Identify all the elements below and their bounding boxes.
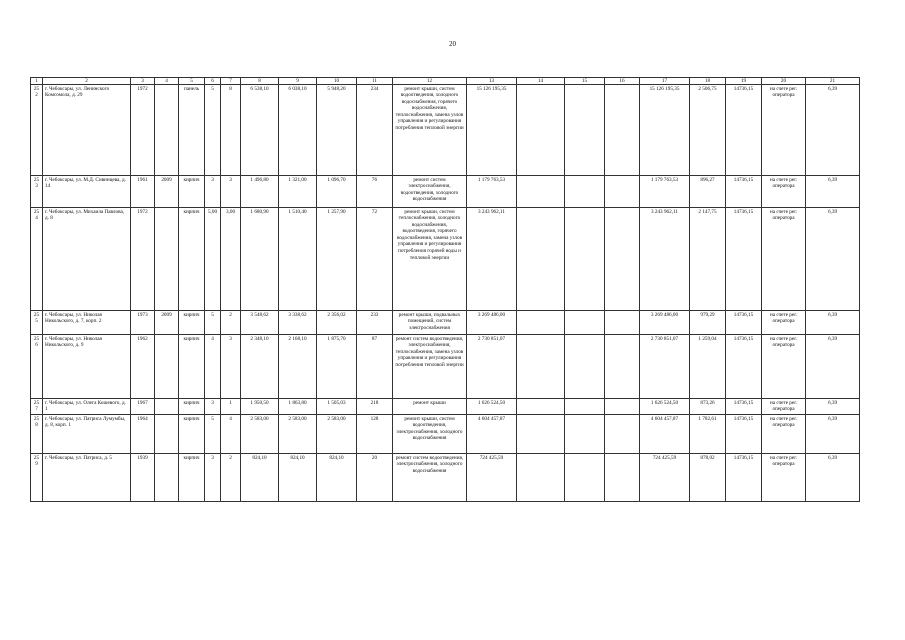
col14-cell xyxy=(517,454,565,502)
limit-cost-cell: 14736,15 xyxy=(726,208,762,311)
row-number-cell: 257 xyxy=(31,399,43,415)
living-area-cell: 3 338,62 xyxy=(279,311,317,335)
term-cell: 6,39 xyxy=(806,85,860,176)
wall-material-cell: кирпич xyxy=(179,176,205,208)
address-cell: г. Чебоксары, ул. Патриса, д. 5 xyxy=(43,454,131,502)
unit-cost-cell: 979,29 xyxy=(690,311,726,335)
floors-cell: 5 xyxy=(205,311,221,335)
wall-material-cell: кирпич xyxy=(179,415,205,454)
total-area-cell: 1 496,80 xyxy=(241,176,279,208)
year-built-cell: 1939 xyxy=(131,454,155,502)
residents-cell: 20 xyxy=(357,454,393,502)
total-area-cell: 6 538,10 xyxy=(241,85,279,176)
floors-cell: 3 xyxy=(205,176,221,208)
table-row xyxy=(31,311,860,335)
year-renovated-cell xyxy=(155,335,179,399)
limit-cost-cell: 14736,15 xyxy=(726,399,762,415)
col16-cell xyxy=(605,311,640,335)
total-cost-cell: 3 243 962,11 xyxy=(467,208,517,311)
funding-method-cell: на счете рег. оператора xyxy=(762,454,806,502)
year-built-cell: 1972 xyxy=(131,208,155,311)
total-area-cell: 2 583,00 xyxy=(241,415,279,454)
total-cost-cell: 3 269 486,00 xyxy=(467,311,517,335)
year-renovated-cell: 2009 xyxy=(155,311,179,335)
column-number-cell: 10 xyxy=(317,78,357,85)
entrances-cell: 3 xyxy=(221,335,241,399)
limit-cost-cell: 14736,15 xyxy=(726,176,762,208)
residential-area-cell: 2 583,00 xyxy=(317,415,357,454)
row-number-cell: 259 xyxy=(31,454,43,502)
row-number-cell: 253 xyxy=(31,176,43,208)
term-cell: 6,39 xyxy=(806,454,860,502)
limit-cost-cell: 14736,15 xyxy=(726,415,762,454)
funding-method-cell: на счете рег. оператора xyxy=(762,415,806,454)
residential-area-cell: 2 356,02 xyxy=(317,311,357,335)
column-number-cell: 20 xyxy=(762,78,806,85)
entrances-cell: 2 xyxy=(221,454,241,502)
year-built-cell: 1967 xyxy=(131,399,155,415)
column-number-cell: 8 xyxy=(241,78,279,85)
page-number: 20 xyxy=(449,40,456,48)
column-number-cell: 3 xyxy=(131,78,155,85)
other-cost-cell: 1 179 763,53 xyxy=(640,176,690,208)
term-cell: 6,39 xyxy=(806,335,860,399)
column-number-cell: 16 xyxy=(605,78,640,85)
works-cell: ремонт крыши xyxy=(393,399,467,415)
other-cost-cell: 15 126 195,35 xyxy=(640,85,690,176)
column-number-cell: 2 xyxy=(43,78,131,85)
table-row xyxy=(31,85,860,176)
other-cost-cell: 2 730 851,07 xyxy=(640,335,690,399)
funding-method-cell: на счете рег. оператора xyxy=(762,399,806,415)
col14-cell xyxy=(517,311,565,335)
unit-cost-cell: 873,26 xyxy=(690,399,726,415)
living-area-cell: 1 321,00 xyxy=(279,176,317,208)
address-cell: г. Чебоксары, ул. Патриса Лумумбы, д. 8, корп. 1 xyxy=(43,415,131,454)
living-area-cell: 1 510,40 xyxy=(279,208,317,311)
entrances-cell: 8 xyxy=(221,85,241,176)
funding-method-cell: на счете рег. оператора xyxy=(762,208,806,311)
table-row xyxy=(31,399,860,415)
residents-cell: 87 xyxy=(357,335,393,399)
col16-cell xyxy=(605,454,640,502)
residents-cell: 72 xyxy=(357,208,393,311)
total-area-cell: 2 348,10 xyxy=(241,335,279,399)
column-number-cell: 21 xyxy=(806,78,860,85)
living-area-cell: 2 168,10 xyxy=(279,335,317,399)
limit-cost-cell: 14736,15 xyxy=(726,85,762,176)
living-area-cell: 1 863,80 xyxy=(279,399,317,415)
floors-cell: 4 xyxy=(205,335,221,399)
column-number-cell: 15 xyxy=(565,78,605,85)
term-cell: 6,39 xyxy=(806,208,860,311)
col16-cell xyxy=(605,335,640,399)
address-cell: г. Чебоксары, ул. Олега Кошевого, д. 1 xyxy=(43,399,131,415)
table-row xyxy=(31,335,860,399)
unit-cost-cell: 2 506,75 xyxy=(690,85,726,176)
term-cell: 6,39 xyxy=(806,311,860,335)
floors-cell: 5 xyxy=(205,85,221,176)
residential-area-cell: 1 096,70 xyxy=(317,176,357,208)
residents-cell: 76 xyxy=(357,176,393,208)
other-cost-cell: 3 269 486,00 xyxy=(640,311,690,335)
residential-area-cell: 5 948,20 xyxy=(317,85,357,176)
funding-method-cell: на счете рег. оператора xyxy=(762,335,806,399)
other-cost-cell: 4 604 457,87 xyxy=(640,415,690,454)
works-cell: ремонт систем водоотведения, электроснабжения, теплоснабжения, замена узлов управления и регулирования потребления тепловой энергии xyxy=(393,335,467,399)
table-row xyxy=(31,415,860,454)
column-number-cell: 7 xyxy=(221,78,241,85)
total-cost-cell: 4 604 457,87 xyxy=(467,415,517,454)
entrances-cell: 3,00 xyxy=(221,208,241,311)
unit-cost-cell: 1 782,61 xyxy=(690,415,726,454)
address-cell: г. Чебоксары, ул. М.Д. Сивинцева, д. 14 xyxy=(43,176,131,208)
term-cell: 6,39 xyxy=(806,399,860,415)
total-cost-cell: 15 126 195,35 xyxy=(467,85,517,176)
unit-cost-cell: 878,02 xyxy=(690,454,726,502)
total-cost-cell: 724 425,59 xyxy=(467,454,517,502)
column-number-cell: 4 xyxy=(155,78,179,85)
address-cell: г. Чебоксары, ул. Михаила Павлова, д. 8 xyxy=(43,208,131,311)
residential-area-cell: 1 257,90 xyxy=(317,208,357,311)
wall-material-cell: кирпич xyxy=(179,335,205,399)
row-number-cell: 255 xyxy=(31,311,43,335)
repair-program-table xyxy=(30,77,860,502)
year-built-cell: 1973 xyxy=(131,311,155,335)
column-number-cell: 11 xyxy=(357,78,393,85)
works-cell: ремонт крыши, систем водоотведения, холодного водоснабжения, горячего водоснабжения, теплоснабжения, замена узлов управления и регулирования потребления тепловой энергии xyxy=(393,85,467,176)
floors-cell: 3 xyxy=(205,454,221,502)
column-number-cell: 18 xyxy=(690,78,726,85)
col15-cell xyxy=(565,176,605,208)
works-cell: ремонт систем электроснабжения, водоотведения, холодного водоснабжения xyxy=(393,176,467,208)
total-area-cell: 1 950,50 xyxy=(241,399,279,415)
works-cell: ремонт систем водоотведения, электроснабжения, холодного водоснабжения xyxy=(393,454,467,502)
column-number-row xyxy=(31,78,860,85)
col14-cell xyxy=(517,85,565,176)
residential-area-cell: 1 505,03 xyxy=(317,399,357,415)
other-cost-cell: 1 626 524,50 xyxy=(640,399,690,415)
total-area-cell: 1 680,90 xyxy=(241,208,279,311)
col14-cell xyxy=(517,176,565,208)
term-cell: 6,39 xyxy=(806,176,860,208)
row-number-cell: 258 xyxy=(31,415,43,454)
column-number-cell: 19 xyxy=(726,78,762,85)
column-number-cell: 1 xyxy=(31,78,43,85)
wall-material-cell: кирпич xyxy=(179,399,205,415)
row-number-cell: 256 xyxy=(31,335,43,399)
total-area-cell: 3 548,62 xyxy=(241,311,279,335)
column-number-cell: 14 xyxy=(517,78,565,85)
limit-cost-cell: 14736,15 xyxy=(726,311,762,335)
address-cell: г. Чебоксары, ул. Николая Никольского, д. 9 xyxy=(43,335,131,399)
col14-cell xyxy=(517,335,565,399)
year-renovated-cell: 2009 xyxy=(155,176,179,208)
entrances-cell: 4 xyxy=(221,415,241,454)
funding-method-cell: на счете рег. оператора xyxy=(762,176,806,208)
col15-cell xyxy=(565,311,605,335)
col16-cell xyxy=(605,399,640,415)
entrances-cell: 1 xyxy=(221,399,241,415)
col15-cell xyxy=(565,415,605,454)
year-built-cell: 1962 xyxy=(131,335,155,399)
limit-cost-cell: 14736,15 xyxy=(726,335,762,399)
col15-cell xyxy=(565,335,605,399)
column-number-cell: 12 xyxy=(393,78,467,85)
wall-material-cell: кирпич xyxy=(179,311,205,335)
column-number-cell: 6 xyxy=(205,78,221,85)
floors-cell: 5 xyxy=(205,415,221,454)
column-number-cell: 9 xyxy=(279,78,317,85)
limit-cost-cell: 14736,15 xyxy=(726,454,762,502)
col14-cell xyxy=(517,208,565,311)
floors-cell: 5,00 xyxy=(205,208,221,311)
year-built-cell: 1972 xyxy=(131,85,155,176)
funding-method-cell: на счете рег. оператора xyxy=(762,311,806,335)
col14-cell xyxy=(517,399,565,415)
wall-material-cell: кирпич xyxy=(179,208,205,311)
year-renovated-cell xyxy=(155,415,179,454)
total-cost-cell: 1 179 763,53 xyxy=(467,176,517,208)
unit-cost-cell: 896,27 xyxy=(690,176,726,208)
table-row xyxy=(31,176,860,208)
other-cost-cell: 3 243 962,11 xyxy=(640,208,690,311)
entrances-cell: 2 xyxy=(221,311,241,335)
col15-cell xyxy=(565,85,605,176)
table-row xyxy=(31,208,860,311)
year-built-cell: 1961 xyxy=(131,176,155,208)
address-cell: г. Чебоксары, ул. Ленинского Комсомола, д. 29 xyxy=(43,85,131,176)
col16-cell xyxy=(605,415,640,454)
works-cell: ремонт крыши, подвальных помещений, систем электроснабжения xyxy=(393,311,467,335)
col15-cell xyxy=(565,208,605,311)
table-row xyxy=(31,454,860,502)
col15-cell xyxy=(565,454,605,502)
total-area-cell: 824,10 xyxy=(241,454,279,502)
col16-cell xyxy=(605,176,640,208)
year-built-cell: 1964 xyxy=(131,415,155,454)
living-area-cell: 824,10 xyxy=(279,454,317,502)
row-number-cell: 252 xyxy=(31,85,43,176)
wall-material-cell: кирпич xyxy=(179,454,205,502)
col16-cell xyxy=(605,208,640,311)
column-number-cell: 17 xyxy=(640,78,690,85)
residents-cell: 218 xyxy=(357,399,393,415)
unit-cost-cell: 2 147,75 xyxy=(690,208,726,311)
wall-material-cell: панель xyxy=(179,85,205,176)
living-area-cell: 6 038,10 xyxy=(279,85,317,176)
row-number-cell: 254 xyxy=(31,208,43,311)
works-cell: ремонт крыши, систем водоотведения, электроснабжения, холодного водоснабжения xyxy=(393,415,467,454)
residents-cell: 234 xyxy=(357,85,393,176)
year-renovated-cell xyxy=(155,454,179,502)
works-cell: ремонт крыши, систем теплоснабжения, холодного водоснабжения, водоотведения, горячего водоснабжения, замена узлов управления и регулирования потребления горячей воды и тепловой энергии xyxy=(393,208,467,311)
col16-cell xyxy=(605,85,640,176)
column-number-cell: 13 xyxy=(467,78,517,85)
total-cost-cell: 1 626 524,50 xyxy=(467,399,517,415)
entrances-cell: 3 xyxy=(221,176,241,208)
floors-cell: 3 xyxy=(205,399,221,415)
living-area-cell: 2 583,00 xyxy=(279,415,317,454)
year-renovated-cell xyxy=(155,399,179,415)
residents-cell: 233 xyxy=(357,311,393,335)
term-cell: 6,39 xyxy=(806,415,860,454)
unit-cost-cell: 1 259,04 xyxy=(690,335,726,399)
column-number-cell: 5 xyxy=(179,78,205,85)
col14-cell xyxy=(517,415,565,454)
year-renovated-cell xyxy=(155,85,179,176)
residents-cell: 128 xyxy=(357,415,393,454)
residential-area-cell: 1 875,70 xyxy=(317,335,357,399)
year-renovated-cell xyxy=(155,208,179,311)
address-cell: г. Чебоксары, ул. Николая Никольского, д. 7, корп. 2 xyxy=(43,311,131,335)
other-cost-cell: 724 425,59 xyxy=(640,454,690,502)
residential-area-cell: 824,10 xyxy=(317,454,357,502)
total-cost-cell: 2 730 851,07 xyxy=(467,335,517,399)
col15-cell xyxy=(565,399,605,415)
funding-method-cell: на счете рег. оператора xyxy=(762,85,806,176)
